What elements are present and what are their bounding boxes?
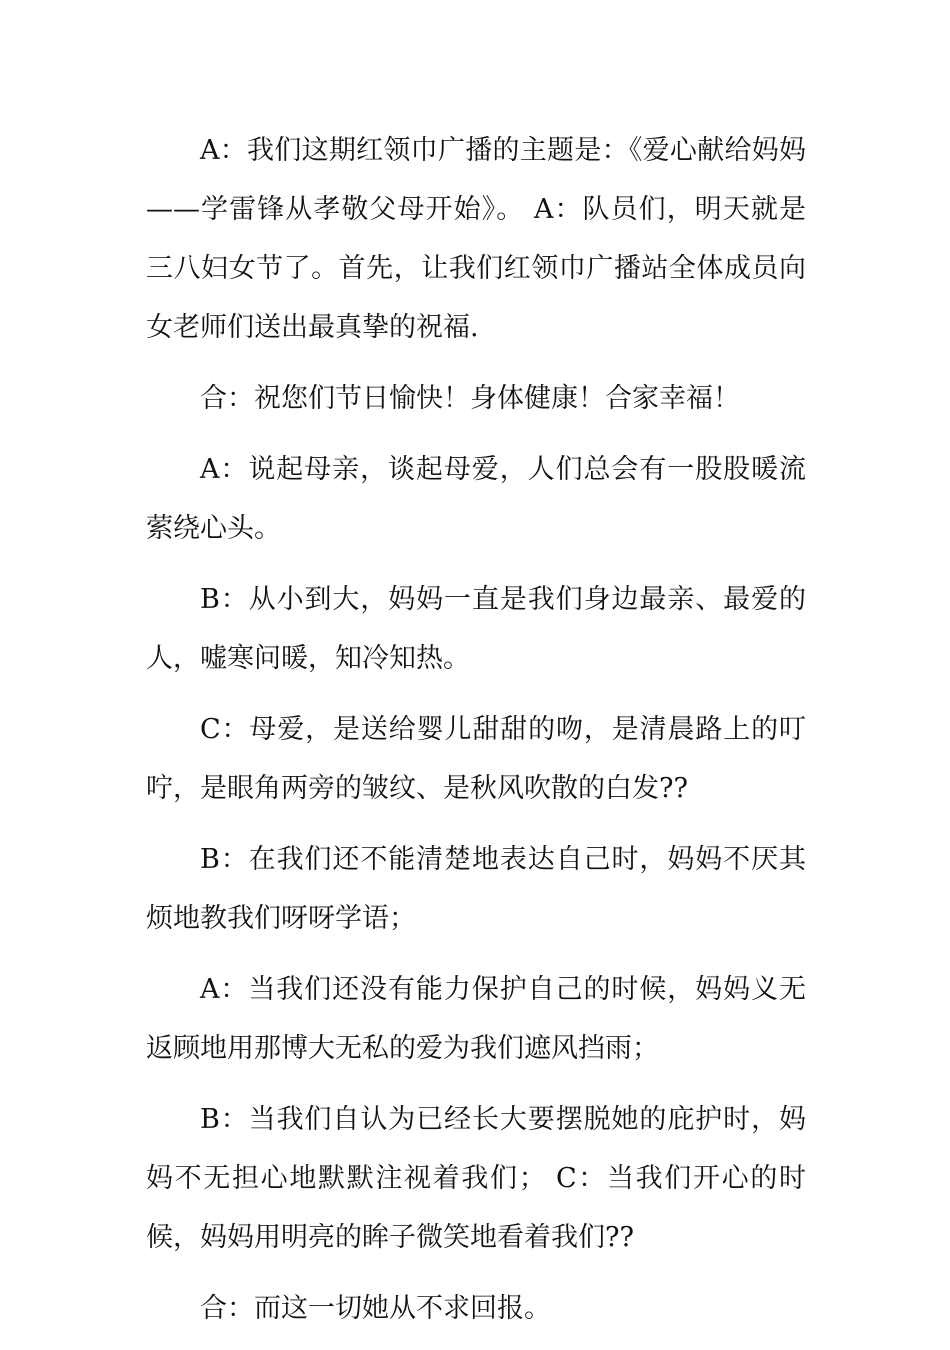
paragraph-c-mother-love: C：母爱，是送给婴儿甜甜的吻，是清晨路上的叮咛，是眼角两旁的皱纹、是秋风吹散的白发?? — [146, 714, 806, 804]
paragraph-a-protection: A：当我们还没有能力保护自己的时候，妈妈义无返顾地用那博大无私的爱为我们遮风挡雨； — [146, 974, 806, 1064]
paragraph-b-growing-up: B：从小到大，妈妈一直是我们身边最亲、最爱的人，嘘寒问暖，知冷知热。 — [146, 584, 806, 674]
paragraph-chorus-no-return: 合：而这一切她从不求回报。 — [200, 1293, 551, 1324]
paragraph-chorus-greeting: 合：祝您们节日愉快！身体健康！合家幸福！ — [200, 383, 740, 414]
document-body — [146, 121, 806, 1350]
paragraph-a-mother-love: A：说起母亲，谈起母爱，人们总会有一股股暖流萦绕心头。 — [146, 454, 806, 544]
paragraph-b-c-watching: B：当我们自认为已经长大要摆脱她的庇护时，妈妈不无担心地默默注视着我们； C：当我们开心的时候，妈妈用明亮的眸子微笑地看着我们?? — [146, 1104, 806, 1253]
paragraph-b-learning-speak: B：在我们还不能清楚地表达自己时，妈妈不厌其烦地教我们呀呀学语； — [146, 844, 806, 934]
paragraph-theme-intro: A：我们这期红领巾广播的主题是：《爱心献给妈妈——学雷锋从孝敬父母开始》。 A：队员们，明天就是三八妇女节了。首先，让我们红领巾广播站全体成员向女老师们送出最真挚的祝福. — [146, 135, 806, 343]
